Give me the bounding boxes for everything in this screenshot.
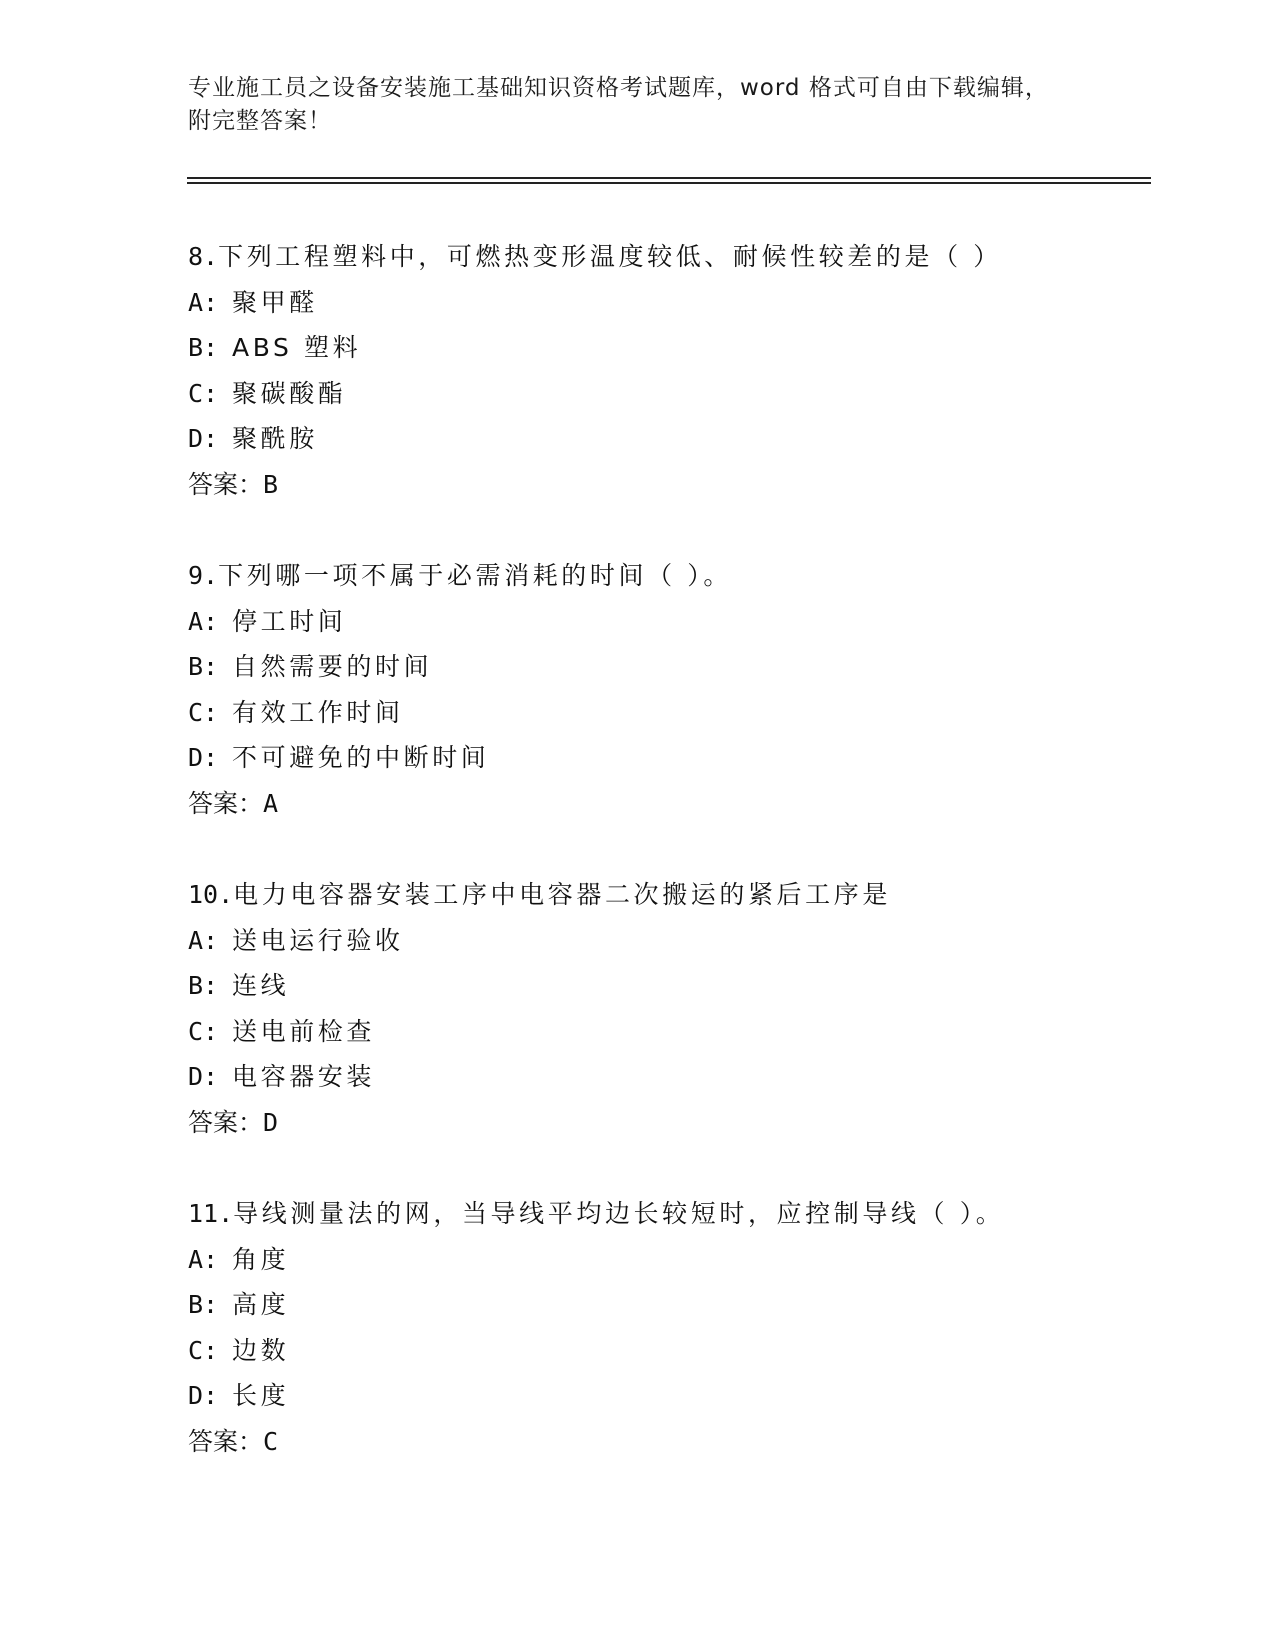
answer-line [188,1419,1148,1465]
option-b [188,1282,1148,1328]
question-item [188,553,1148,872]
option-text: 聚酰胺 [232,424,318,453]
question-stem [188,553,1148,599]
question-stem [188,872,1148,918]
question-list [188,234,1148,1510]
option-c [188,1009,1148,1055]
option-key: D: [188,743,219,772]
option-text: 长度 [232,1381,290,1410]
question-item [188,1191,1148,1510]
header-rule-top [187,177,1151,179]
question-text: 电力电容器安装工序中电容器二次搬运的紧后工序是 [233,880,891,909]
option-text: 电容器安装 [232,1062,376,1091]
question-number: 11. [188,1199,234,1228]
option-text: 停工时间 [232,606,347,636]
option-text: 边数 [232,1335,290,1365]
answer-value: D [263,1107,279,1137]
option-text: 聚碳酸酯 [232,378,347,408]
option-c [188,371,1148,417]
option-key: B: [188,652,219,681]
question-text: 下列哪一项不属于必需消耗的时间（ ）。 [218,561,732,590]
option-text: 高度 [232,1290,290,1319]
answer-value: C [263,1426,279,1456]
question-number: 9. [188,561,219,590]
option-text: 不可避免的中断时间 [232,743,490,772]
answer-label: 答案： [188,788,264,818]
option-text: 连线 [232,971,290,1000]
option-key: C: [188,1335,219,1365]
option-d [188,1373,1148,1419]
answer-value: A [263,788,279,818]
option-key: D: [188,1381,219,1410]
option-a [188,918,1148,964]
option-b [188,325,1148,371]
answer-line [188,462,1148,508]
option-text: ABS 塑料 [232,333,362,362]
option-d [188,1054,1148,1100]
option-c [188,1328,1148,1374]
option-text: 角度 [232,1244,290,1274]
option-key: B: [188,1290,219,1319]
option-text: 送电前检查 [232,1016,376,1046]
option-b [188,644,1148,690]
option-text: 自然需要的时间 [232,652,433,681]
option-key: B: [188,333,219,362]
option-a [188,1237,1148,1283]
option-d [188,735,1148,781]
option-key: B: [188,971,219,1000]
question-number: 8. [188,242,219,271]
question-item [188,234,1148,553]
option-c [188,690,1148,736]
document-header [188,72,1068,138]
header-rule-bottom [187,182,1151,184]
header-line-1: 专业施工员之设备安装施工基础知识资格考试题库，word 格式可自由下载编辑， [188,75,1049,101]
question-number: 10. [188,880,234,909]
question-stem [188,234,1148,280]
option-a [188,280,1148,326]
option-key: C: [188,378,219,408]
question-item [188,872,1148,1191]
answer-label: 答案： [188,1107,264,1137]
option-key: A: [188,606,219,636]
option-key: D: [188,424,219,453]
answer-label: 答案： [188,469,264,499]
answer-value: B [263,469,279,499]
question-text: 导线测量法的网，当导线平均边长较短时，应控制导线（ ）。 [233,1199,1005,1228]
question-stem [188,1191,1148,1237]
answer-label: 答案： [188,1426,264,1456]
option-text: 送电运行验收 [232,925,404,955]
option-key: D: [188,1062,219,1091]
answer-line [188,781,1148,827]
option-a [188,599,1148,645]
option-key: A: [188,925,219,955]
option-key: A: [188,287,219,317]
question-text: 下列工程塑料中，可燃热变形温度较低、耐候性较差的是（ ） [218,242,1002,271]
option-text: 聚甲醛 [232,287,318,317]
answer-line [188,1100,1148,1146]
option-key: A: [188,1244,219,1274]
option-key: C: [188,1016,219,1046]
option-b [188,963,1148,1009]
option-text: 有效工作时间 [232,697,404,727]
option-key: C: [188,697,219,727]
option-d [188,416,1148,462]
header-line-2: 附完整答案！ [188,108,332,134]
